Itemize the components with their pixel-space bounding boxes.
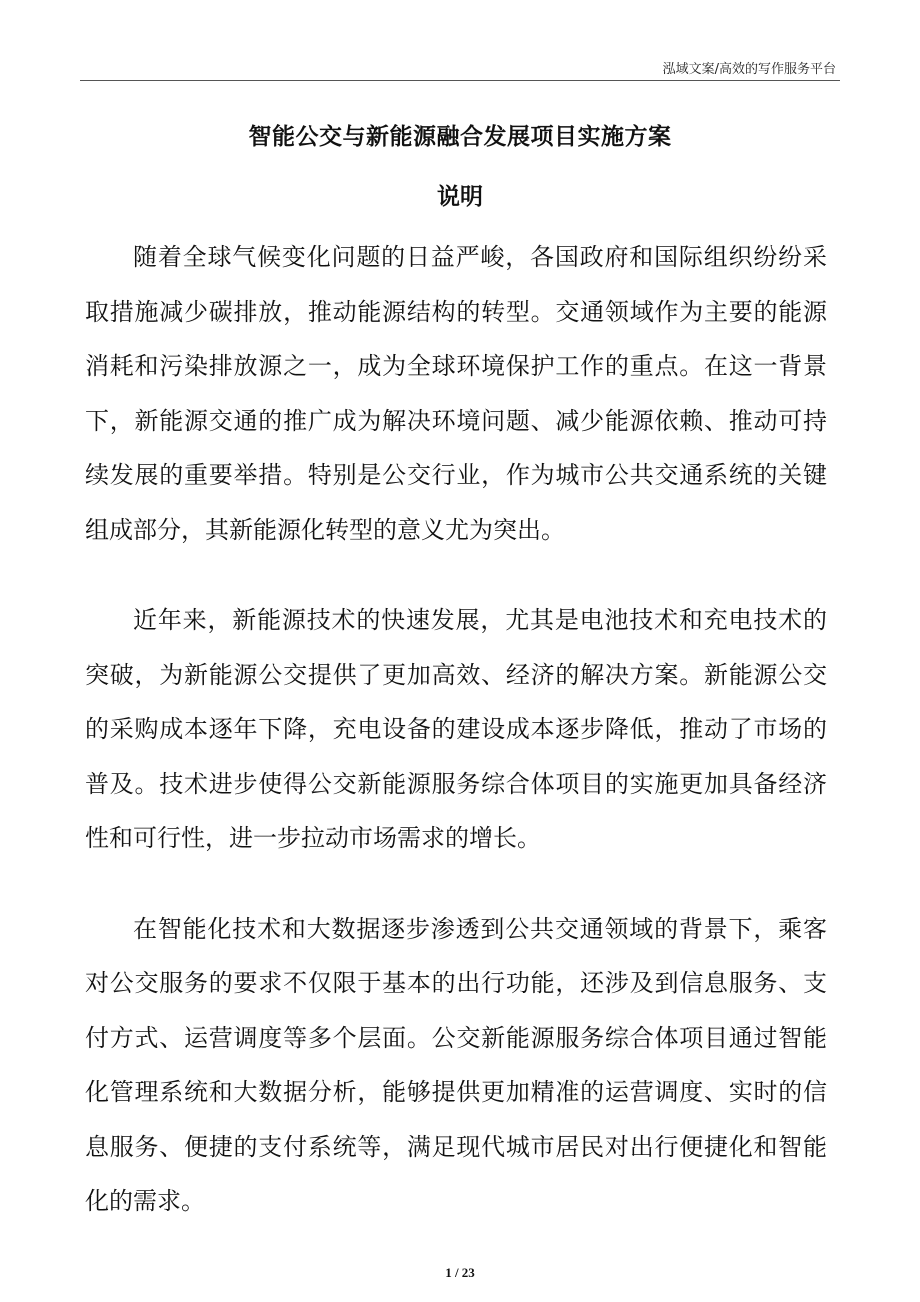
header-divider (80, 80, 840, 81)
header-site-text: 泓域文案/高效的写作服务平台 (662, 62, 836, 77)
document-body (85, 230, 827, 1265)
body-paragraph: 在智能化技术和大数据逐步渗透到公共交通领域的背景下，乘客对公交服务的要求不仅限于基本的出行功能，还涉及到信息服务、支付方式、运营调度等多个层面。公交新能源服务综合体项目通过智能化管理系统和大数据分析，能够提供更加精准的运营调度、实时的信息服务、便捷的支付系统等，满足现代城市居民对出行便捷化和智能化的需求。 (85, 914, 827, 1215)
page-number: 1 / 23 (445, 1265, 475, 1280)
document-title: 智能公交与新能源融合发展项目实施方案 (248, 124, 672, 150)
body-paragraph: 近年来，新能源技术的快速发展，尤其是电池技术和充电技术的突破，为新能源公交提供了更加高效、经济的解决方案。新能源公交的采购成本逐年下降，充电设备的建设成本逐步降低，推动了市场的普及。技术进步使得公交新能源服务综合体项目的实施更加具备经济性和可行性，进一步拉动市场需求的增长。 (85, 606, 827, 852)
body-paragraph: 随着全球气候变化问题的日益严峻，各国政府和国际组织纷纷采取措施减少碳排放，推动能源结构的转型。交通领域作为主要的能源消耗和污染排放源之一，成为全球环境保护工作的重点。在这一背景下，新能源交通的推广成为解决环境问题、减少能源依赖、推动可持续发展的重要举措。特别是公交行业，作为城市公共交通系统的关键组成部分，其新能源化转型的意义尤为突出。 (85, 243, 827, 544)
section-heading: 说明 (437, 184, 483, 210)
